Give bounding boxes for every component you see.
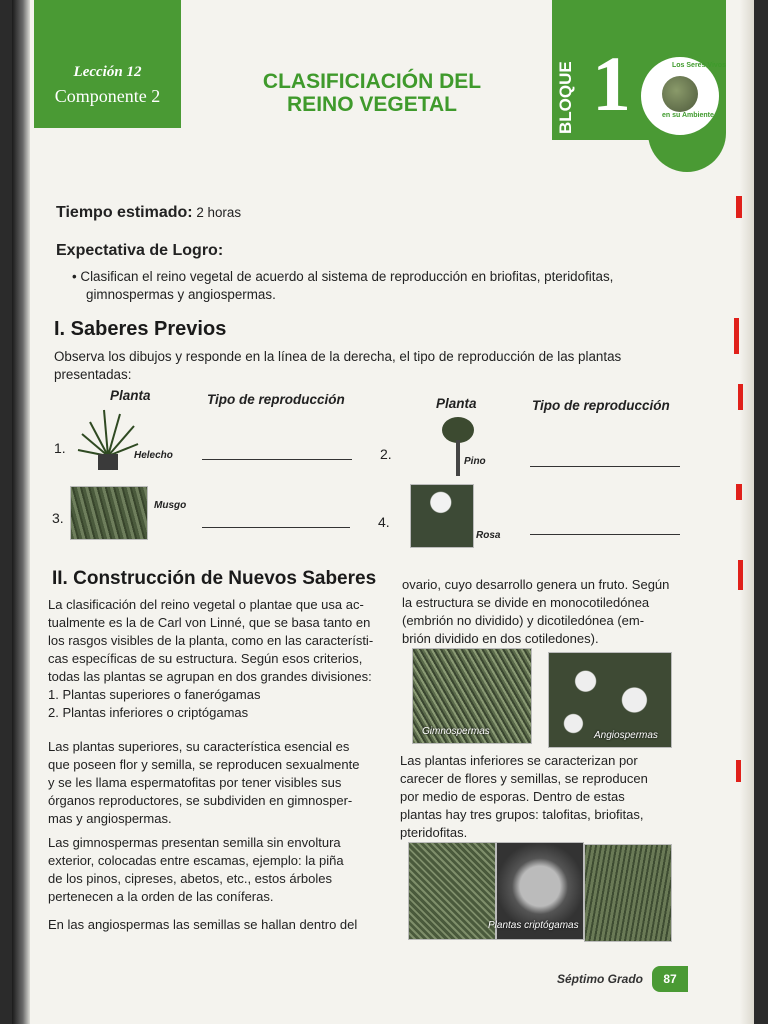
red-mark [736, 760, 741, 782]
pine-tree-icon [438, 416, 478, 478]
item-2-name: Pino [464, 456, 486, 467]
text-line: los rasgos visibles de la planta, como en las característi- [48, 633, 374, 648]
text-line: pteridofitas. [400, 825, 468, 840]
gimnospermas-paragraph [48, 834, 388, 906]
text-line: carecer de flores y semillas, se reproducen [400, 771, 648, 786]
title-line-1: CLASIFICIACIÓN DEL [262, 70, 482, 93]
red-mark [738, 560, 743, 590]
red-mark [738, 384, 743, 410]
bloque-label: BLOQUE [556, 61, 575, 135]
red-mark [736, 484, 742, 500]
text-line: exterior, colocadas entre escamas, ejemplo: la piña [48, 853, 344, 868]
lesson-label: Lección 12 [73, 64, 142, 80]
text-line: que poseen flor y semilla, se reproducen sexualmente [48, 757, 360, 772]
item-3-number: 3. [52, 510, 64, 526]
book-spine-shadow [12, 0, 30, 1024]
text-line: y se les llama espermatofitas por tener visibles sus [48, 775, 342, 790]
text-line: (embrión no dividido) y dicotiledónea (em- [402, 613, 645, 628]
angiospermas-continued [402, 576, 692, 648]
lesson-box [34, 0, 181, 128]
item-3-name: Musgo [154, 500, 187, 511]
text-line: Las plantas superiores, su característica esencial es [48, 739, 350, 754]
criptogamas-photo-1 [408, 842, 496, 940]
section-1-instructions-1: Observa los dibujos y responde en la línea de la derecha, el tipo de reproducción de las plantas [54, 349, 622, 364]
component-label: Componente 2 [54, 86, 161, 106]
item-4-name: Rosa [476, 530, 501, 541]
footer-grade: Séptimo Grado [557, 972, 644, 986]
text-line: pertenecen a la orden de las coníferas. [48, 889, 274, 904]
badge-bottom-text: en su Ambiente [662, 112, 714, 119]
gimnospermas-caption: Gimnospermas [422, 726, 490, 737]
rose-photo [410, 484, 474, 548]
item-2-number: 2. [380, 446, 392, 462]
expectation-heading: Expectativa de Logro: [56, 242, 224, 259]
item-1-number: 1. [54, 440, 66, 456]
text-line: cas específicas de su estructura. Según esos criterios, [48, 651, 363, 666]
text-line: todas las plantas se agrupan en dos grandes divisiones: [48, 669, 372, 684]
time-value: 2 horas [196, 205, 242, 220]
col-plant-right: Planta [436, 396, 477, 411]
text-line: la estructura se divide en monocotiledónea [402, 595, 650, 610]
angiospermas-line: En las angiospermas las semillas se hallan dentro del [48, 917, 358, 932]
red-mark [734, 318, 739, 354]
expectation-line-2: gimnospermas y angiospermas. [86, 287, 276, 302]
answer-line-1[interactable] [202, 459, 352, 460]
text-line: de los pinos, cipreses, abetos, etc., estos árboles [48, 871, 332, 886]
time-label: Tiempo estimado: [56, 204, 193, 221]
badge-top-text: Los Seres Vivos [672, 62, 726, 69]
angiospermas-caption: Angiospermas [594, 730, 658, 741]
text-line: órganos reproductores, se subdividen en gimnosper- [48, 793, 353, 808]
text-line: por medio de esporas. Dentro de estas [400, 789, 625, 804]
text-line: Las plantas inferiores se caracterizan por [400, 753, 638, 768]
section-1-heading: I. Saberes Previos [54, 318, 227, 340]
criptogamas-caption: Plantas criptógamas [488, 920, 579, 931]
list-item-2: 2. Plantas inferiores o criptógamas [48, 705, 249, 720]
superiores-paragraph [48, 738, 388, 828]
answer-line-4[interactable] [530, 534, 680, 535]
list-item-1: 1. Plantas superiores o fanerógamas [48, 687, 261, 702]
expectation-line-1: • Clasifican el reino vegetal de acuerdo al sistema de reproducción en briofitas, pteridofitas, [72, 269, 614, 284]
title-line-2: REINO VEGETAL [287, 93, 457, 116]
answer-line-3[interactable] [202, 527, 350, 528]
section-2-heading: II. Construcción de Nuevos Saberes [52, 568, 377, 589]
criptogamas-photo-3 [584, 844, 672, 942]
inferiores-paragraph [400, 752, 690, 842]
text-line: La clasificación del reino vegetal o plantae que usa ac- [48, 597, 364, 612]
moss-photo [70, 486, 148, 540]
text-line: mas y angiospermas. [48, 811, 172, 826]
answer-line-2[interactable] [530, 466, 680, 467]
col-type-left: Tipo de reproducción [207, 392, 345, 407]
item-4-number: 4. [378, 514, 390, 530]
section-1-instructions-2: presentadas: [54, 367, 132, 382]
text-line: tualmente es la de Carl von Linné, que se basa tanto en [48, 615, 371, 630]
textbook-page [12, 0, 754, 1024]
col-plant-left: Planta [110, 388, 151, 403]
col-type-right: Tipo de reproducción [532, 398, 670, 413]
page-title [232, 70, 512, 116]
red-mark [736, 196, 742, 218]
page-edge [740, 0, 754, 1024]
item-1-name: Helecho [134, 450, 173, 461]
text-line: ovario, cuyo desarrollo genera un fruto. Según [402, 577, 670, 592]
text-line: Las gimnospermas presentan semilla sin envoltura [48, 835, 341, 850]
intro-paragraph [48, 596, 388, 722]
badge-image [662, 76, 698, 112]
page-number: 87 [652, 966, 688, 992]
text-line: plantas hay tres grupos: talofitas, briofitas, [400, 807, 644, 822]
bloque-number: 1 [592, 40, 631, 127]
fern-icon [72, 404, 144, 472]
text-line: brión dividido en dos cotiledones). [402, 631, 599, 646]
time-estimate [56, 204, 241, 222]
